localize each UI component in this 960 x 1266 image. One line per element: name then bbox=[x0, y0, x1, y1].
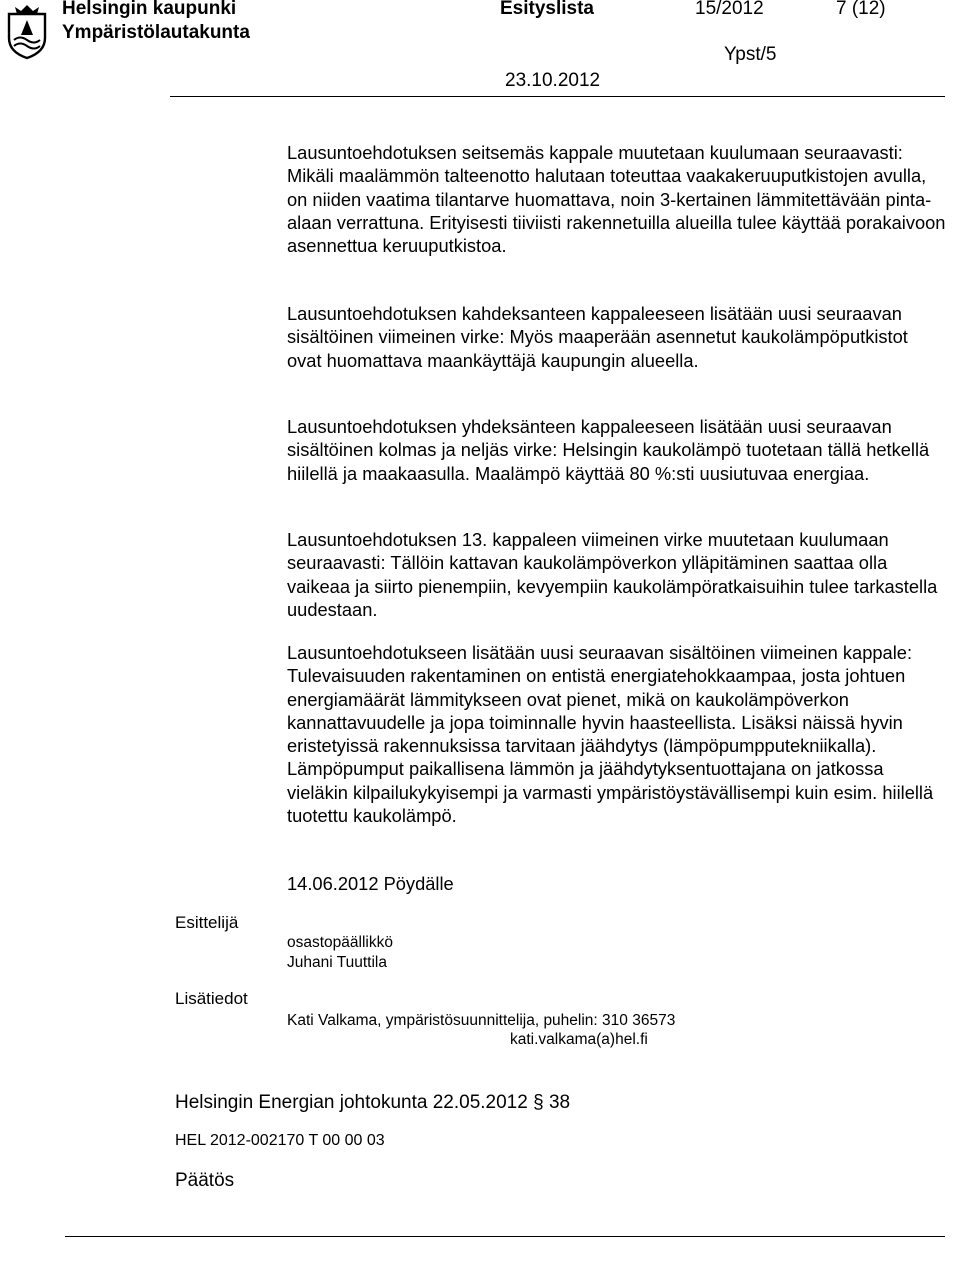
header-divider bbox=[170, 96, 945, 97]
page-number: 7 (12) bbox=[836, 0, 886, 19]
document-type: Esityslista bbox=[500, 0, 594, 19]
presenter-title: osastopäällikkö bbox=[287, 934, 393, 951]
case-reference: HEL 2012-002170 T 00 00 03 bbox=[175, 1132, 385, 1149]
meeting-date: 23.10.2012 bbox=[505, 70, 601, 91]
decision-note: 14.06.2012 Pöydälle bbox=[287, 873, 454, 894]
presenter-label: Esittelijä bbox=[175, 913, 239, 932]
paragraph-4: Lausuntoehdotuksen 13. kappaleen viimeinen virke muutetaan kuulumaan seuraavasti: Tällöin kattavan kaukolämpöverkon ylläpitäminen saattaa olla vaikeaa ja siirto pienempiin, kevyempiin kaukolämpöratkaisuihin tulee tarkastella uudestaan. bbox=[287, 529, 938, 620]
paragraph-5: Lausuntoehdotukseen lisätään uusi seuraavan sisältöinen viimeinen kappale: Tulevaisuuden rakentaminen on entistä energiatehokkaampaa, josta johtuen energiamäärät lämmitykseen ovat pienet, mikä on kaukolämpöverkon kannattavuudelle ja jopa toiminnalle hyvin haasteellista. Lisäksi näissä hyvin eristetyissä rakennuksissa tarvitaan jäähdytys (lämpöpumpputekniikalla). Lämpöpumput paikallisena lämmön ja jäähdytyksentuottajana on jatkossa vieläkin kilpailukykyisempi ja varmasti ympäristöystävällisempi kuin esim. hiilellä tuotettu kaukolämpö. bbox=[287, 642, 934, 827]
agenda-item-code: Ypst/5 bbox=[724, 44, 777, 65]
section-number: 38 bbox=[548, 1092, 571, 1113]
presenter-name: Juhani Tuuttila bbox=[287, 954, 387, 971]
footer-divider bbox=[65, 1236, 945, 1237]
paragraph-3: Lausuntoehdotuksen yhdeksänteen kappaleeseen lisätään uusi seuraavan sisältöinen kolmas ja neljäs virke: Helsingin kaukolämpö tuotetaan tällä hetkellä hiilellä ja maakaasulla. Maalämpö käyttää 80 %:sti uusiutuvaa energiaa. bbox=[287, 416, 930, 484]
contact-line: Kati Valkama, ympäristösuunnittelija, puhelin: 310 36573 bbox=[287, 1012, 676, 1029]
contact-label: Lisätiedot bbox=[175, 989, 248, 1008]
section-sign: § bbox=[533, 1092, 544, 1113]
contact-email: kati.valkama(a)hel.fi bbox=[510, 1031, 648, 1048]
section-heading bbox=[175, 1092, 570, 1114]
committee-name: Ympäristölautakunta bbox=[62, 22, 250, 43]
decision-label: Päätös bbox=[175, 1170, 235, 1191]
paragraph-2: Lausuntoehdotuksen kahdeksanteen kappaleeseen lisätään uusi seuraavan sisältöinen viimeinen virke: Myös maaperään asennetut kaukolämpöputkistot ovat huomattava maankäyttäjä kaupungin alueella. bbox=[287, 303, 908, 371]
document-number: 15/2012 bbox=[695, 0, 764, 19]
section-heading-text: Helsingin Energian johtokunta 22.05.2012 bbox=[175, 1092, 528, 1113]
paragraph-1: Lausuntoehdotuksen seitsemäs kappale muutetaan kuulumaan seuraavasti: Mikäli maalämmön talteenotto halutaan toteuttaa vaakakeruuputkistojen avulla, on niiden vaatima tilantarve huomattava, noin 3-kertainen lämmitettävään pinta-alaan verrattuna. Erityisesti tiiviisti rakennetuilla alueilla tulee käyttää porakaivoon asennettua keruuputkistoa. bbox=[287, 142, 946, 257]
organization-name: Helsingin kaupunki bbox=[62, 0, 237, 19]
helsinki-crest-logo bbox=[6, 4, 48, 60]
